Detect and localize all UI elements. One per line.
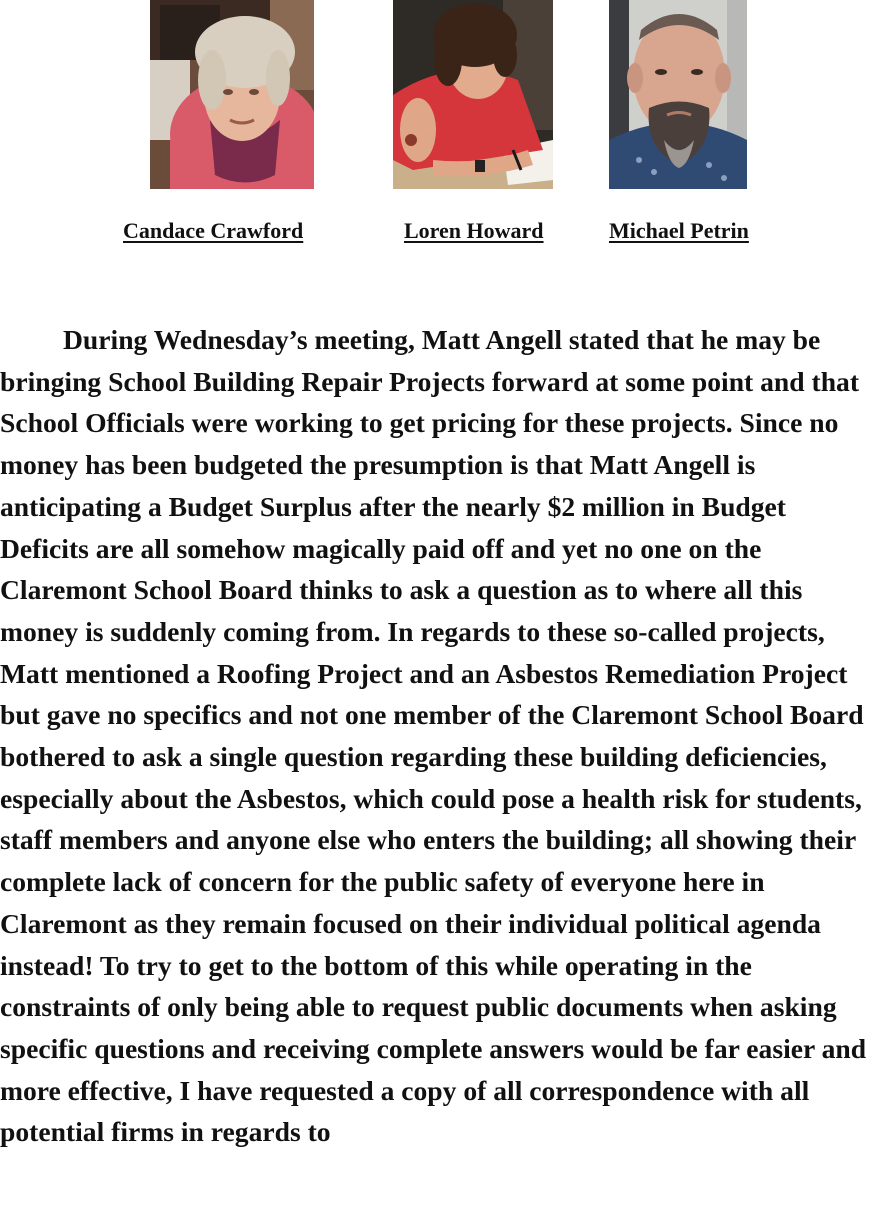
- candace-crawford-photo: [150, 0, 314, 189]
- michael-petrin-photo: [609, 0, 747, 189]
- caption-michael-petrin: Michael Petrin: [609, 218, 749, 243]
- caption-candace-crawford: Candace Crawford: [123, 218, 304, 243]
- article-paragraph: During Wednesday’s meeting, Matt Angell stated that he may be bringing School Building Repair Projects forward at some point and that School Officials were working to get pricing for these projects. Since no money has been budgeted the presumption is that Matt Angell is anticipating a Budget Surplus after the nearly $2 million in Budget Deficits are all somehow magically paid off and yet no one on the Claremont School Board thinks to ask a question as to where all this money is suddenly coming from. In regards to these so-called projects, Matt mentioned a Roofing Project and an Asbestos Remediation Project but gave no specifics and not one member of the Claremont School Board bothered to ask a single question regarding these building deficiencies, especially about the Asbestos, which could pose a health risk for students, staff members and anyone else who enters the building; all showing their complete lack of concern for the public safety of everyone here in Claremont as they remain focused on their individual political agenda instead! To try to get to the bottom of this while operating in the constraints of only being able to request public documents when asking specific questions and receiving complete answers would be far easier and more effective, I have requested a copy of all correspondence with all potential firms in regards to: [0, 324, 867, 1148]
- loren-howard-photo: [393, 0, 553, 189]
- caption-loren-howard: Loren Howard: [404, 218, 544, 243]
